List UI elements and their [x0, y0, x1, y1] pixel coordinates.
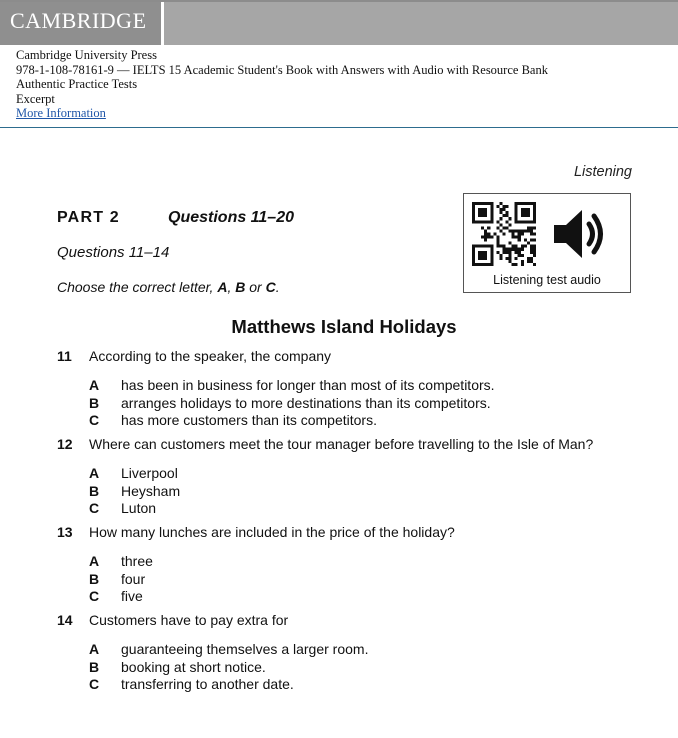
option-text: booking at short notice. — [121, 658, 266, 675]
question-number: 12 — [57, 436, 73, 452]
section-label: Listening — [573, 164, 632, 180]
instruction-letter-c: C — [265, 279, 276, 295]
question-number: 11 — [57, 348, 72, 364]
meta-subtitle: Authentic Practice Tests — [16, 77, 138, 91]
option-letter: C — [89, 588, 100, 604]
option-letter: C — [89, 500, 100, 516]
instruction — [57, 279, 280, 295]
option-letter: A — [89, 641, 100, 657]
meta-isbn-title: 978-1-108-78161-9 — IELTS 15 Academic Student's Book with Answers with Audio with Resource Bank — [16, 62, 548, 77]
audio-caption: Listening test audio — [493, 273, 601, 287]
instruction-end: . — [275, 279, 280, 295]
question-range: Questions 11–20 — [168, 209, 294, 226]
sub-question-range: Questions 11–14 — [57, 244, 170, 261]
instruction-letter-b: B — [235, 279, 246, 295]
part-title: PART 2 — [57, 209, 120, 226]
option-letter: C — [89, 412, 100, 428]
meta-publisher: Cambridge University Press — [16, 48, 157, 62]
option-text: Heysham — [121, 482, 181, 499]
option-letter: B — [89, 394, 100, 411]
option-letter: B — [89, 658, 100, 675]
cambridge-logo: CAMBRIDGE — [0, 2, 164, 45]
instruction-letter-a: A — [217, 279, 228, 295]
question-number: 14 — [57, 612, 73, 628]
header-divider — [0, 127, 678, 128]
option-letter: A — [89, 553, 100, 569]
option-text: has been in business for longer than most of its competitors. — [121, 377, 495, 393]
instruction-sep: , — [227, 279, 236, 295]
qr-code-icon[interactable] — [472, 202, 536, 266]
question-number: 13 — [57, 524, 73, 540]
option-letter: C — [89, 676, 100, 692]
audio-panel[interactable] — [463, 193, 631, 293]
option-text: transferring to another date. — [121, 676, 294, 692]
document-heading: Matthews Island Holidays — [231, 316, 457, 337]
question-stem: Customers have to pay extra for — [89, 612, 289, 628]
option-letter: A — [89, 465, 100, 481]
question-stem: How many lunches are included in the price of the holiday? — [89, 524, 455, 540]
speaker-icon[interactable] — [552, 206, 612, 262]
option-text: guaranteeing themselves a larger room. — [121, 641, 369, 657]
option-letter: A — [89, 377, 100, 393]
book-meta — [16, 48, 548, 121]
question-stem: Where can customers meet the tour manager before travelling to the Isle of Man? — [89, 436, 594, 452]
more-information-link[interactable]: More Information — [16, 106, 106, 120]
publisher-banner — [0, 0, 678, 45]
option-text: five — [121, 588, 143, 604]
option-letter: B — [89, 482, 100, 499]
option-text: arranges holidays to more destinations than its competitors. — [121, 394, 491, 411]
option-text: Luton — [121, 500, 157, 516]
option-text: has more customers than its competitors. — [121, 412, 377, 428]
option-letter: B — [89, 570, 100, 587]
meta-excerpt: Excerpt — [16, 91, 55, 106]
option-text: four — [121, 570, 146, 587]
option-text: three — [121, 553, 153, 569]
instruction-or: or — [245, 279, 266, 295]
instruction-prefix: Choose the correct letter, — [57, 279, 218, 295]
question-stem: According to the speaker, the company — [89, 348, 332, 364]
option-text: Liverpool — [121, 465, 178, 481]
